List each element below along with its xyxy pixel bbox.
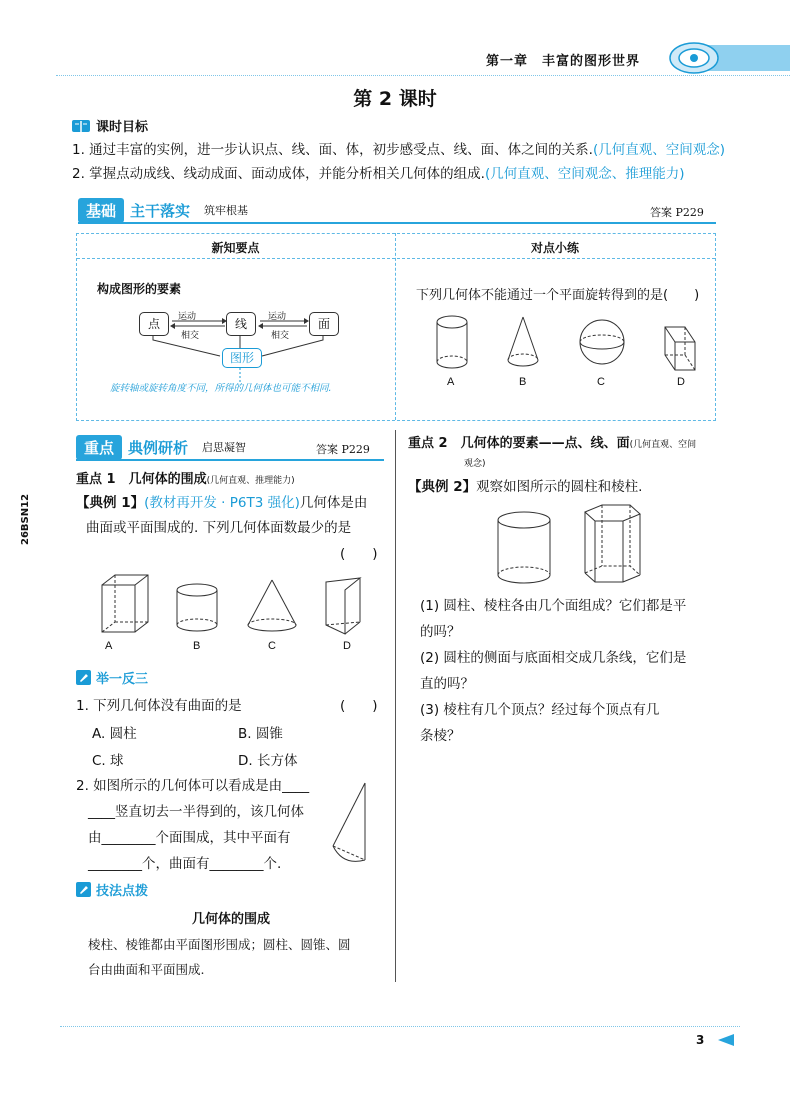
point1-tag: (几何直观、推理能力) (206, 476, 295, 486)
practice-label-b: B (519, 376, 527, 388)
q1-option-b: B. 圆锥 (238, 726, 283, 742)
goal-item-1 (72, 140, 772, 160)
practice-cylinder (437, 316, 467, 368)
goal-text-1: 1. 通过丰富的实例，进一步认识点、线、面、体，初步感受点、线、面、体之间的关系. (72, 142, 593, 158)
page-arrow-icon (716, 1033, 736, 1047)
example2-q1-line1: (1) 圆柱、棱柱各由几个面组成？它们都是平 (420, 598, 687, 614)
tips-heading-label: 技法点拨 (96, 884, 149, 899)
example1-prism (326, 578, 360, 634)
example1-label-b: B (193, 640, 201, 652)
practice-heading (76, 668, 148, 687)
basics-table-divider (395, 233, 396, 420)
example1-line1 (76, 493, 386, 513)
basics-rule (78, 222, 716, 224)
example2-figures (490, 500, 650, 590)
example1-line2: 曲面或平面围成的. 下列几何体面数最少的是 (86, 520, 352, 536)
arrow-label-move-1: 运动 (178, 312, 197, 322)
goals-heading (72, 116, 148, 135)
chapter-title: 第一章 丰富的图形世界 (486, 54, 641, 69)
example1-label-a: A (105, 640, 113, 652)
basics-title: 主干落实 (130, 201, 191, 220)
node-point: 点 (139, 312, 169, 336)
tips-line2: 台由曲面和平面围成. (88, 962, 205, 977)
example2-hex-prism (585, 505, 640, 582)
example2-text: 观察如图所示的圆柱和棱柱. (476, 479, 643, 495)
practice-cone (508, 317, 538, 366)
example1-label-c: C (268, 640, 276, 652)
chapter-logo-icon (668, 40, 720, 76)
example2-line (408, 477, 642, 497)
key-subtitle: 启思凝智 (202, 441, 247, 454)
half-cone-figure (325, 778, 390, 873)
example1-paren: ( ) (340, 546, 378, 562)
basics-band (78, 198, 248, 222)
practice-question: 下列几何体不能通过一个平面旋转得到的是( ) (416, 288, 700, 303)
q1-option-d: D. 长方体 (238, 753, 298, 769)
example2-q2-line1: (2) 圆柱的侧面与底面相交成几条线，它们是 (420, 650, 687, 666)
basics-subtitle: 筑牢根基 (204, 204, 249, 217)
goal-item-2 (72, 164, 772, 184)
example2-q3-line2: 条棱？ (420, 728, 461, 744)
tips-heading (76, 880, 148, 899)
example1-cylinder (177, 584, 217, 631)
arrow-label-intersect-1: 相交 (181, 331, 200, 341)
key-tag: 重点 (76, 435, 122, 460)
diagram-arrows (130, 300, 370, 390)
basics-answer: 答案 P229 (650, 206, 704, 219)
goals-heading-label: 课时目标 (96, 120, 149, 135)
book-icon (72, 119, 90, 133)
practice-prism (665, 327, 695, 370)
q1-paren: ( ) (340, 698, 378, 714)
point1-heading (76, 468, 295, 487)
col-left-header: 新知要点 (211, 241, 260, 255)
node-figure: 图形 (222, 348, 262, 368)
q1-option-c: C. 球 (92, 753, 124, 769)
arrow-label-move-2: 运动 (268, 312, 287, 322)
example1-solids (90, 570, 390, 640)
basics-table-header-rule (77, 258, 715, 259)
example1-cuboid (102, 575, 148, 632)
node-line: 线 (226, 312, 256, 336)
goal-text-2: 2. 掌握点动成线、线动成面、面动成体，并能分析相关几何体的组成. (72, 166, 485, 182)
point2-heading (408, 432, 696, 451)
example2-q1-line2: 的吗？ (420, 624, 461, 640)
practice-heading-label: 举一反三 (96, 672, 149, 687)
example1-text1: 几何体是由 (299, 495, 368, 511)
page-title: 第 2 课时 (353, 88, 437, 110)
tips-line1: 棱柱、棱锥都由平面图形围成；圆柱、圆锥、圆 (88, 937, 351, 952)
key-band (76, 435, 246, 459)
example2-label: 【典例 2】 (408, 479, 477, 495)
practice-solids (420, 312, 710, 377)
q1-option-a: A. 圆柱 (92, 726, 137, 742)
example1-label-d: D (343, 640, 351, 652)
arrow-label-intersect-2: 相交 (271, 331, 290, 341)
footer-rule (60, 1026, 740, 1027)
tips-title: 几何体的围成 (191, 912, 270, 927)
point2-tag-2: 观念) (464, 459, 486, 469)
q2-line2: ____竖直切去一半得到的，该几何体 (88, 804, 304, 820)
example1-label: 【典例 1】 (76, 495, 145, 511)
practice-sphere (580, 320, 624, 364)
goal-tag-2: (几何直观、空间观念、推理能力) (484, 166, 685, 182)
key-title: 典例研析 (128, 438, 189, 457)
page-number: 3 (696, 1033, 705, 1047)
side-code: 26BSN12 (20, 493, 31, 545)
diagram-note: 旋转轴或旋转角度不同，所得的几何体也可能不相同. (110, 383, 332, 394)
q2-line3: 由________个面围成，其中平面有 (88, 830, 291, 846)
point2-tag-1: (几何直观、空间 (629, 440, 697, 450)
col-right-header: 对点小练 (530, 241, 579, 255)
q1-text: 1. 下列几何体没有曲面的是 (76, 698, 242, 714)
example1-cone (248, 580, 296, 631)
node-plane: 面 (309, 312, 339, 336)
column-divider (395, 430, 396, 982)
example2-q3-line1: (3) 棱柱有几个顶点？经过每个顶点有几 (420, 702, 660, 718)
q2-line1: 2. 如图所示的几何体可以看成是由____ (76, 778, 310, 794)
header-rule (56, 75, 790, 76)
key-answer: 答案 P229 (316, 443, 370, 456)
pencil-icon (76, 670, 91, 685)
q2-line4: ________个，曲面有________个. (88, 856, 282, 872)
edit-icon (76, 882, 91, 897)
goal-tag-1: (几何直观、空间观念) (592, 142, 726, 158)
example2-cylinder (498, 512, 550, 583)
example2-q2-line2: 直的吗？ (420, 676, 474, 692)
basics-tag: 基础 (78, 198, 124, 223)
key-rule (76, 459, 384, 461)
diagram-title: 构成图形的要素 (97, 282, 182, 296)
practice-label-d: D (677, 376, 685, 388)
practice-label-a: A (447, 376, 455, 388)
point2-heading-text: 重点 2 几何体的要素——点、线、面 (408, 436, 630, 451)
example1-source: (教材再开发 · P6T3 强化) (144, 495, 300, 511)
practice-label-c: C (597, 376, 605, 388)
point1-heading-text: 重点 1 几何体的围成 (76, 472, 207, 487)
